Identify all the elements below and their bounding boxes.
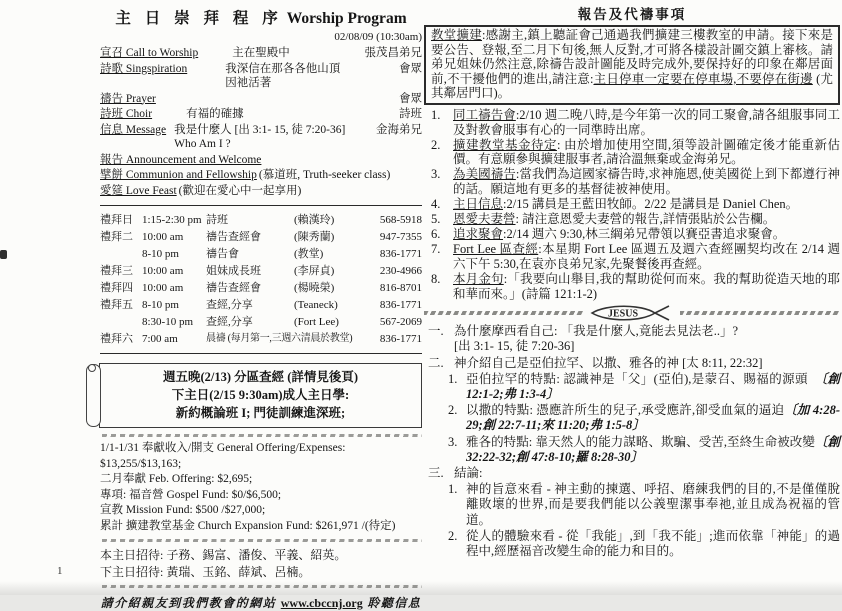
item-text: :2/14 週六 9:30,林三綱弟兄帶領以賽亞書追求聚會。 [503,227,786,242]
squiggle-divider [424,311,584,315]
item-number: 6. [431,227,441,242]
schedule-time: 8:30-10 pm [142,315,194,328]
list-item [424,272,840,301]
schedule-row [100,211,422,228]
program-item-note: (歡迎在愛心中一起享用) [178,184,302,197]
outline-subitem [424,529,840,559]
item-text: :2/10 週二晚八時,是今年第一次的同工聚會,請各組服事同工及對教會服事有心的一同準時出席。 [453,107,840,137]
outline-marker: 2. [448,403,458,418]
finance-report [100,441,422,534]
outline-marker: 1. [448,482,458,497]
item-lead: Fort Lee 區查經 [453,242,539,257]
jesus-fish-icon [589,304,675,322]
schedule-row [100,313,422,330]
website-text-prefix: 請介紹親友到我們教會的網站 [100,596,281,610]
program-item-label: 信息 Message [100,123,167,136]
program-item-label: 愛筵 Love Feast [100,184,177,197]
item-number: 4. [431,197,441,212]
schedule-contact: (李屏貞) [294,264,335,277]
finance-line: 累計 擴建教堂基金 Church Expansion Fund: $261,971 /(待定) [100,519,396,532]
item-number: 2. [431,137,441,152]
program-row [100,184,422,199]
finance-line: 宣教 Mission Fund: $500 /$27,000; [100,504,266,516]
scripture-ref: 〔創 32:22-32;創 47:8-10;羅 8:28-30〕 [466,434,840,464]
schedule-day: 禮拜二 [100,230,133,243]
item-lead: 同工禱告會 [453,107,516,122]
svg-text:JESUS: JESUS [607,308,639,320]
squiggle-divider [102,434,422,437]
schedule-day [100,245,142,262]
schedule-day [100,313,142,330]
schedule-day: 禮拜四 [100,281,133,294]
schedule-phone: 836-1771 [379,332,422,345]
item-lead: 本月金句 [453,272,504,286]
program-item-label: 擘餅 Communion and Fellowship [100,169,257,181]
item-number: 7. [431,242,441,257]
usher-line: 本主日招待: 子務、錫富、潘俊、平義、紹英。 [100,548,347,562]
notice-lead: 教堂擴建 [431,28,482,42]
program-item-label: 報告 Announcement and Welcome [100,153,262,166]
program-order-list [100,46,422,198]
schedule-phone: 836-1771 [379,247,422,260]
schedule-activity: 禱告查經會 [206,281,261,294]
schedule-day: 禮拜日 [100,213,133,226]
item-text: : 由於增加使用空間,須等設計圖確定後才能重新估價。有意願參與擴建服事者,請洽溫無棄或金海弟兄。 [453,137,840,167]
schedule-phone: 567-2069 [379,315,422,328]
program-row [100,92,422,107]
schedule-row [100,296,422,313]
list-item [424,108,840,137]
banner-line: 週五晚(2/13) 分區查經 (詳情見後頁) [162,370,359,384]
schedule-row [100,262,422,279]
item-lead: 主日信息 [453,197,504,212]
website-url: www.cbccnj.org [280,596,363,610]
item-lead: 恩愛夫妻營 [453,212,516,227]
schedule-contact: (楊曉榮) [294,281,335,294]
outline-subitem [424,403,840,433]
announcements-title: 報告及代禱事項 [577,7,687,22]
item-text: :「我要向山舉目,我的幫助從何而來。我的幫助從造天地的耶和華而來。」(詩篇 121:1-2) [453,272,840,301]
scripture-ref: [出 3:1- 15, 徒 7:20-36] [454,339,575,354]
expansion-notice-box [424,25,840,105]
program-item-content: 主在聖殿中 [232,47,290,59]
schedule-activity: 查經,分享 [206,315,253,328]
outline-marker: 三. [428,466,444,481]
schedule-activity: 姐妹成長班 [206,264,261,277]
schedule-phone: 230-4966 [379,264,422,277]
item-lead: 追求聚會 [453,227,504,242]
announcement-banner [86,363,422,428]
list-item [424,227,840,242]
banner-line: 下主日(2/15 9:30am)成人主日學: [171,388,350,402]
outline-item [424,324,840,354]
schedule-contact: (Teaneck) [294,298,338,311]
scripture-ref: 〔加 4:28-29;創 22:7-11;來 11:20;弗 1:5-8〕 [466,403,840,433]
announcement-list [424,108,840,301]
program-row [100,62,422,91]
page-title-zh: 主 日 崇 拜 程 序 [115,10,283,27]
schedule-row [100,279,422,296]
schedule-phone: 836-1771 [379,298,422,311]
weekly-schedule-table [100,205,422,354]
program-item-label: 詩班 Choir [100,108,153,120]
schedule-activity: 晨禱 (每月第一,三週六清晨於教堂) [206,332,353,344]
schedule-time: 8-10 pm [142,247,179,260]
page-number: 1 [57,565,63,577]
ushers-section [100,547,422,580]
page-title-en: Worship Program [286,10,407,27]
program-item-content: 我深信在那各各他山頂 因祂活著 [225,62,341,89]
website-invitation [100,594,422,611]
outline-marker: 1. [448,371,458,386]
schedule-phone: 816-8701 [379,281,422,294]
schedule-activity: 查經,分享 [206,298,253,311]
outline-item [424,356,840,371]
list-item [424,212,840,227]
outline-subitem [424,435,840,465]
squiggle-divider [680,311,840,315]
website-text-suffix: 聆聽信息 [362,596,422,610]
program-item-note: (慕道班, Truth-seeker class) [258,169,391,181]
item-lead: 為美國禱告 [453,167,516,182]
schedule-activity: 禱告會 [206,247,239,260]
outline-marker: 3. [448,434,458,449]
program-item-label: 詩歌 Singspiration [100,62,188,75]
banner-box [99,363,422,428]
outline-text: 神的旨意來看 - 神主動的揀選、呼招、磨練我們的目的,不是僅僅脫離敗壞的世界,而是要我們能以公義聖潔事奉祂,並且成為祝福的管道。 [466,482,840,527]
schedule-activity: 禱告查經會 [206,230,261,243]
program-item-content: 有福的確據 [186,108,244,120]
outline-marker: 二. [428,355,444,370]
program-item-person: 會眾 [399,62,422,75]
squiggle-divider [102,539,422,542]
schedule-day: 禮拜五 [100,298,133,311]
jesus-fish-divider [424,304,840,322]
schedule-contact: (Fort Lee) [294,315,339,328]
item-number: 1. [431,107,441,122]
outline-text: 以撒的特點: 憑應許所生的兒子,承受應許,卻受血氣的逼迫 [466,403,785,418]
item-text: :當我們為這國家禱告時,求神施恩,使美國從上到下都遵行神的話。願這地有更多的基督徒被神使用。 [453,167,840,196]
program-item-label: 宣召 Call to Worship [100,47,199,59]
page-title [100,6,422,28]
program-item-content: 我是什麼人 [出 3:1- 15, 徒 7:20-36] Who Am I ? [174,123,346,150]
schedule-row [100,330,422,347]
schedule-time: 1:15-2:30 pm [142,213,202,226]
usher-line: 下主日招待: 黃瑞、玉銘、薛斌、呂楠。 [100,564,311,579]
scan-artifact [0,250,7,259]
list-item [424,197,840,212]
schedule-day: 禮拜六 [100,332,133,345]
schedule-row [100,245,422,262]
list-item [424,242,840,271]
notice-underlined: 主日停車一定要在停車場,不要停在街邊 [593,71,813,86]
finance-line: 專項: 福音營 Gospel Fund: $0/$6,500; [100,488,282,501]
worship-program-column [100,6,422,611]
service-date: 02/08/09 (10:30am) [334,31,422,43]
item-number: 3. [431,167,441,182]
program-item-person: 會眾 [399,92,422,105]
program-item-person: 金海弟兄 [376,123,422,136]
announcements-column [424,3,840,560]
outline-text: 從人的體驗來看 - 從「我能」,到「我不能」;進而依靠「神能」的過程中,經歷福音改變生命的能力和目的。 [466,528,840,559]
outline-subitem [424,372,840,402]
outline-text: 雅各的特點: 靠天然人的能力謀略、欺騙、受苦,至終生命被改變 [466,434,815,449]
program-row [100,107,422,122]
program-row [100,46,422,61]
outline-text: 結論: [454,466,483,481]
banner-line: 新約概論班 I; 門徒訓練進深班; [175,406,346,420]
scroll-icon [86,364,101,427]
item-number: 8. [431,272,441,286]
schedule-row [100,228,422,245]
schedule-contact: (教堂) [294,247,324,260]
finance-line: 二月奉獻 Feb. Offering: $2,695; [100,473,253,485]
outline-item [424,466,840,481]
outline-text: 亞伯拉罕的特點: 認識神是「父」(亞伯),是蒙召、賜福的源頭 [466,371,821,386]
schedule-phone: 568-5918 [379,213,422,226]
item-text: :本星期 Fort Lee 區週五及週六查經團契均改在 2/14 週六下午 5:30,在袁亦良弟兄家,先聚餐後再查經。 [453,242,840,271]
schedule-time: 10:00 am [142,230,184,243]
list-item [424,138,840,167]
outline-subitem [424,482,840,528]
sermon-outline [424,324,840,559]
schedule-time: 7:00 am [142,332,178,345]
finance-line: 1/1-1/31 奉獻收入/開支 General Offering/Expenses: $13,255/$13,163; [100,442,346,470]
item-text: :2/15 講員是王藍田牧師。2/22 是講員是 Daniel Chen。 [503,197,799,212]
program-item-person: 詩班 [399,108,422,120]
schedule-day: 禮拜三 [100,264,133,277]
schedule-contact: (賴漢玲) [294,213,335,226]
program-item-person: 張茂昌弟兄 [364,47,422,59]
program-row [100,168,422,183]
program-row [100,123,422,152]
schedule-time: 8-10 pm [142,298,179,311]
outline-marker: 一. [428,324,444,339]
outline-marker: 2. [448,528,458,543]
schedule-contact: (陳秀蘭) [294,230,335,243]
item-lead: 擴建教堂基金待定 [453,137,557,152]
program-row [100,153,422,168]
schedule-activity: 詩班 [206,213,228,226]
schedule-phone: 947-7355 [379,230,422,243]
item-number: 5. [431,212,441,227]
scan-shadow [0,581,842,595]
program-item-label: 禱告 Prayer [100,92,156,105]
scripture-ref: 〔創 12:1-2;弗 1:3-4〕 [466,371,840,401]
item-text: : 請注意恩愛夫妻營的報告,詳情張貼於公告欄。 [515,212,776,227]
outline-text: 神介紹自己是亞伯拉罕、以撒、雅各的神 [太 8:11, 22:32] [454,355,763,370]
notice-text: :感謝主,鎮上聽証會己通過我們擴建三樓教室的申請。接下來是要公告、登報,至二月下旬後,無人反對,才可將各樣設計圖交鎮上審核。請弟兄姐妹仍然注意,除禱告設計圖能及時完成外,要保持好的印象在鄰居面前,不干擾他們的進出,請注意: [431,28,833,86]
schedule-time: 10:00 am [142,281,184,294]
schedule-time: 10:00 am [142,264,184,277]
list-item [424,167,840,196]
notice-tail: (尤其鄰居門口)。 [431,71,833,101]
outline-text: 為什麼摩西看自己: 「我是什麼人,竟能去見法老..」? [454,324,739,339]
